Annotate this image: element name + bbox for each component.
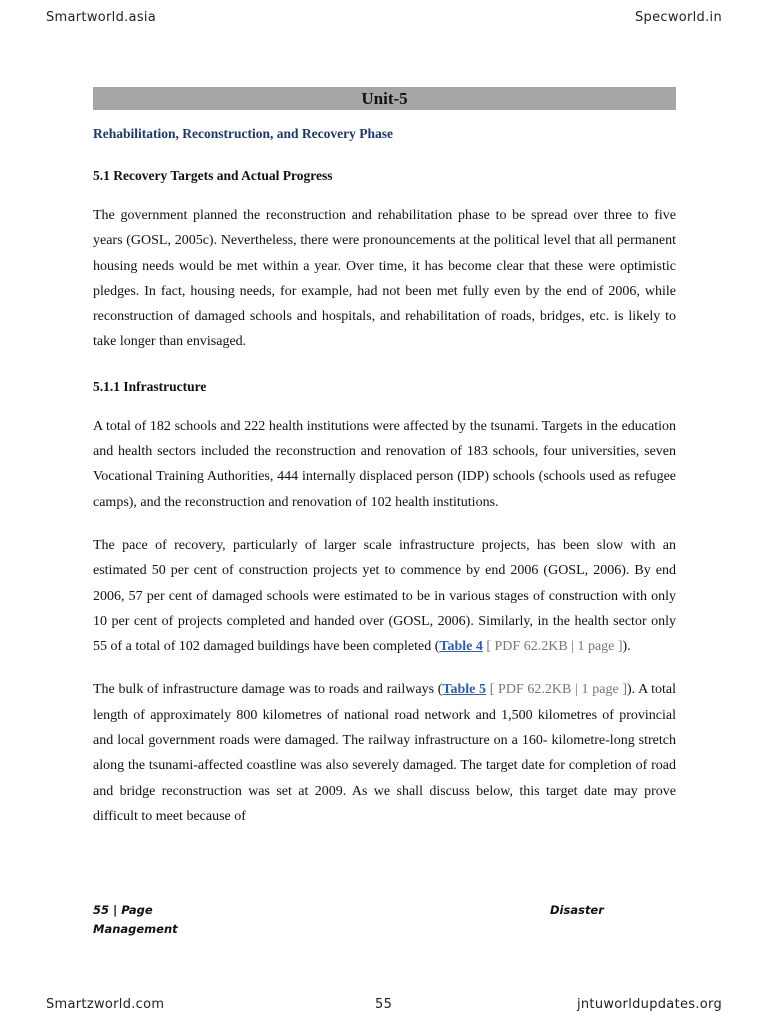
paragraph-text-start: The bulk of infrastructure damage was to roads and railways (	[93, 682, 443, 698]
paragraph-schools-health: A total of 182 schools and 222 health institutions were affected by the tsunami. Targets in the education and health sectors included the reconstruction and renovation of 183 schools, four universities, seven Vocational Training Authorities, 444 internally displaced person (IDP) schools (schools used as refugee camps), and the reconstruction and renovation of 102 health institutions.	[93, 418, 676, 510]
section-5-1-heading: 5.1 Recovery Targets and Actual Progress	[93, 168, 333, 183]
unit-title-bar: Unit-5	[93, 87, 676, 110]
document-page	[93, 87, 676, 829]
footer-page-number: 55 | Page	[93, 903, 153, 917]
watermark-top-right: Specworld.in	[634, 10, 722, 25]
section-5-1-1-heading: 5.1.1 Infrastructure	[93, 378, 207, 394]
paragraph-text: The pace of recovery, particularly of larger scale infrastructure projects, has been slow with an estimated 50 per cent of construction projects yet to commence by end 2006 (GOSL, 2006). By end 2006, 57 per cent of damaged schools were estimated to be in various stages of construction with only 10 per cent of projects completed and handed over (GOSL, 2006). Similarly, in the health sector only 55 of a total of 102 damaged buildings have been completed (	[93, 537, 676, 655]
watermark-page-number: 55	[375, 997, 393, 1012]
paragraph-pace-of-recovery	[93, 533, 676, 659]
paragraph-recovery-targets: The government planned the reconstruction and rehabilitation phase to be spread over three to five years (GOSL, 2005c). Nevertheless, there were pronouncements at the political level that all permanent housing needs would be met within a year. Over time, it has become clear that these were optimistic pledges. In fact, housing needs, for example, had not been met fully even by the end of 2006, while reconstruction of damaged schools and hospitals, and rehabilitation of roads, bridges, etc. is likely to take longer than envisaged.	[93, 208, 676, 350]
chapter-subtitle: Rehabilitation, Reconstruction, and Recovery Phase	[93, 126, 393, 141]
footer-title-second-line: Management	[93, 922, 178, 936]
watermark-bottom-left: Smartzworld.com	[46, 997, 165, 1012]
footer-title-right: Disaster	[550, 903, 604, 917]
table-4-link[interactable]: Table 4	[439, 639, 483, 655]
paragraph-text: ). A total length of approximately 800 kilometres of national road network and 1,500 kilometres of provincial and local government roads were damaged. The railway infrastructure on a 160- kilometre-long stretch along the tsunami-affected coastline was also severely damaged. The target date for completion of road and bridge reconstruction was set at 2009. As we shall discuss below, this target date may prove difficult to meet because of	[93, 682, 676, 824]
paragraph-roads-railways	[93, 677, 676, 829]
watermark-top-left: Smartworld.asia	[46, 10, 157, 25]
table-5-link[interactable]: Table 5	[442, 682, 487, 698]
pdf-meta-table-4: [ PDF 62.2KB | 1 page ]	[482, 639, 623, 655]
watermark-bottom-right: jntuworldupdates.org	[576, 997, 722, 1012]
paragraph-text-end: ).	[622, 639, 631, 655]
pdf-meta-table-5: [ PDF 62.2KB | 1 page ]	[486, 682, 628, 698]
